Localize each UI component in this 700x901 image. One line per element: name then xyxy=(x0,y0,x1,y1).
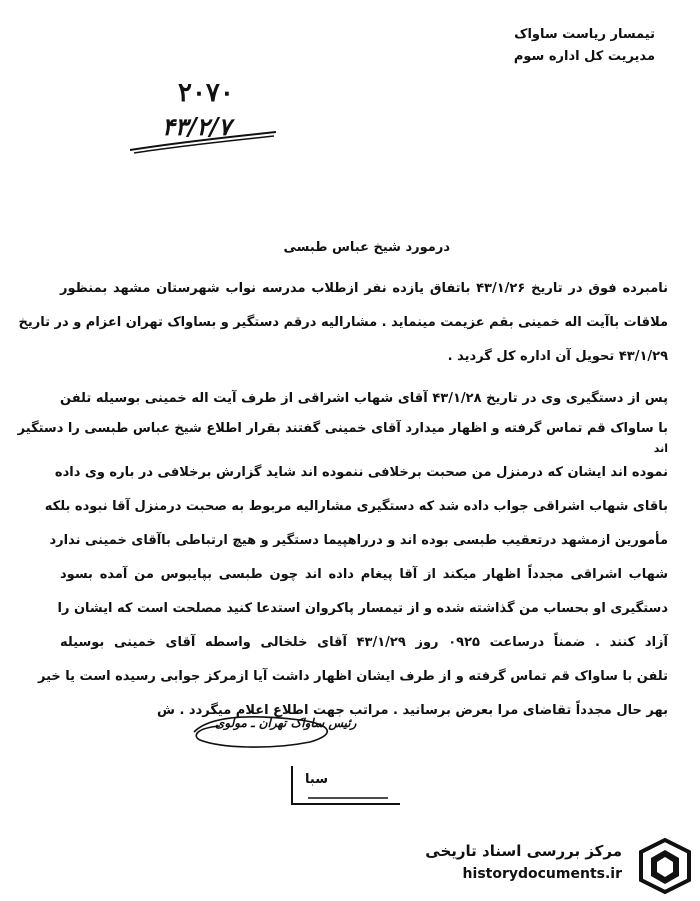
body-line-2: ملاقات باآیت اله خمینی بقم عزیمت مینماید . مشارالیه درقم دستگیر و بساواک تهران اعزام و در تاریخ xyxy=(18,315,668,330)
letter-body xyxy=(17,272,668,728)
date-underline-stroke xyxy=(128,130,278,154)
body-line-3: ۴۳/۱/۲۹ تحویل آن اداره کل گردید . xyxy=(447,349,668,364)
body-line-6: نموده اند ایشان که درمنزل من صحبت برخلافی ننموده اند شاید گزارش برخلافی در باره وی داده xyxy=(54,465,668,480)
body-line-11: آزاد کنند . ضمناً درساعت ۰۹۲۵ روز ۴۳/۱/۲۹ آقای خلخالی واسطه آقای خمینی بوسیله xyxy=(60,635,668,650)
body-line-7: باقای شهاب اشراقی جواب داده شد که دستگیری مشارالیه مربوط به صحبت درمنزل آقا نبوده بلکه xyxy=(44,499,668,514)
body-line-5: با ساواک قم تماس گرفته و اظهار میدارد آقای خمینی گفتند بقرار اطلاع شیخ عباس طبسی را دستگیر xyxy=(17,421,668,436)
recipient-line-2: مدیریت کل اداره سوم xyxy=(513,49,655,64)
recipient-block xyxy=(395,24,655,68)
body-line-4: پس از دستگیری وی در تاریخ ۴۳/۱/۲۸ آقای شهاب اشراقی از طرف آیت اله خمینی بوسیله تلفن xyxy=(60,391,668,406)
body-line-1: نامبرده فوق در تاریخ ۴۳/۱/۲۶ باتفاق یازده نفر ازطلاب مدرسه نواب شهرستان مشهد بمنظور xyxy=(60,281,668,296)
body-line-12: تلفن با ساواک قم تماس گرفته و از طرف ایشان اظهار داشت آیا ازمرکز جوابی رسیده است یا خیر xyxy=(37,669,668,684)
stamp-text: سبا xyxy=(305,772,328,787)
body-line-10: دستگیری او بحساب من گذاشته شده و از تیمسار پاکروان استدعا کنید مصلحت است که ایشان را xyxy=(57,601,668,616)
recipient-line-1: تیمسار ریاست ساواک xyxy=(514,27,655,42)
document-number: ۲۰۷۰ xyxy=(178,78,234,108)
document-date: ۴۳/۲/۷ xyxy=(162,112,232,141)
body-line-13: بهر حال مجدداً تقاضای مرا بعرض برسانید . مراتب جهت اطلاع اعلام میگردد . ش xyxy=(157,703,668,718)
watermark-title: مرکز بررسی اسناد تاریخی xyxy=(425,842,622,860)
archive-logo-icon xyxy=(635,836,695,896)
body-line-8: مأمورین ازمشهد درتعقیب طبسی بوده اند و درراهپیما دستگیر و هیچ ارتباطی باآقای خمینی ندارد xyxy=(49,533,668,548)
signature-text: رئیس ساواک تهران ـ مولوی xyxy=(215,716,357,730)
body-line-5-addendum: اند xyxy=(653,442,668,455)
body-line-9: شهاب اشراقی مجدداً اظهار میکند از آقا پیغام داده اند چون طبسی بپایبوس من آمده بسود xyxy=(60,567,668,582)
subject-line: درمورد شیخ عباس طبسی xyxy=(283,240,450,255)
watermark-url: historydocuments.ir xyxy=(462,866,622,882)
